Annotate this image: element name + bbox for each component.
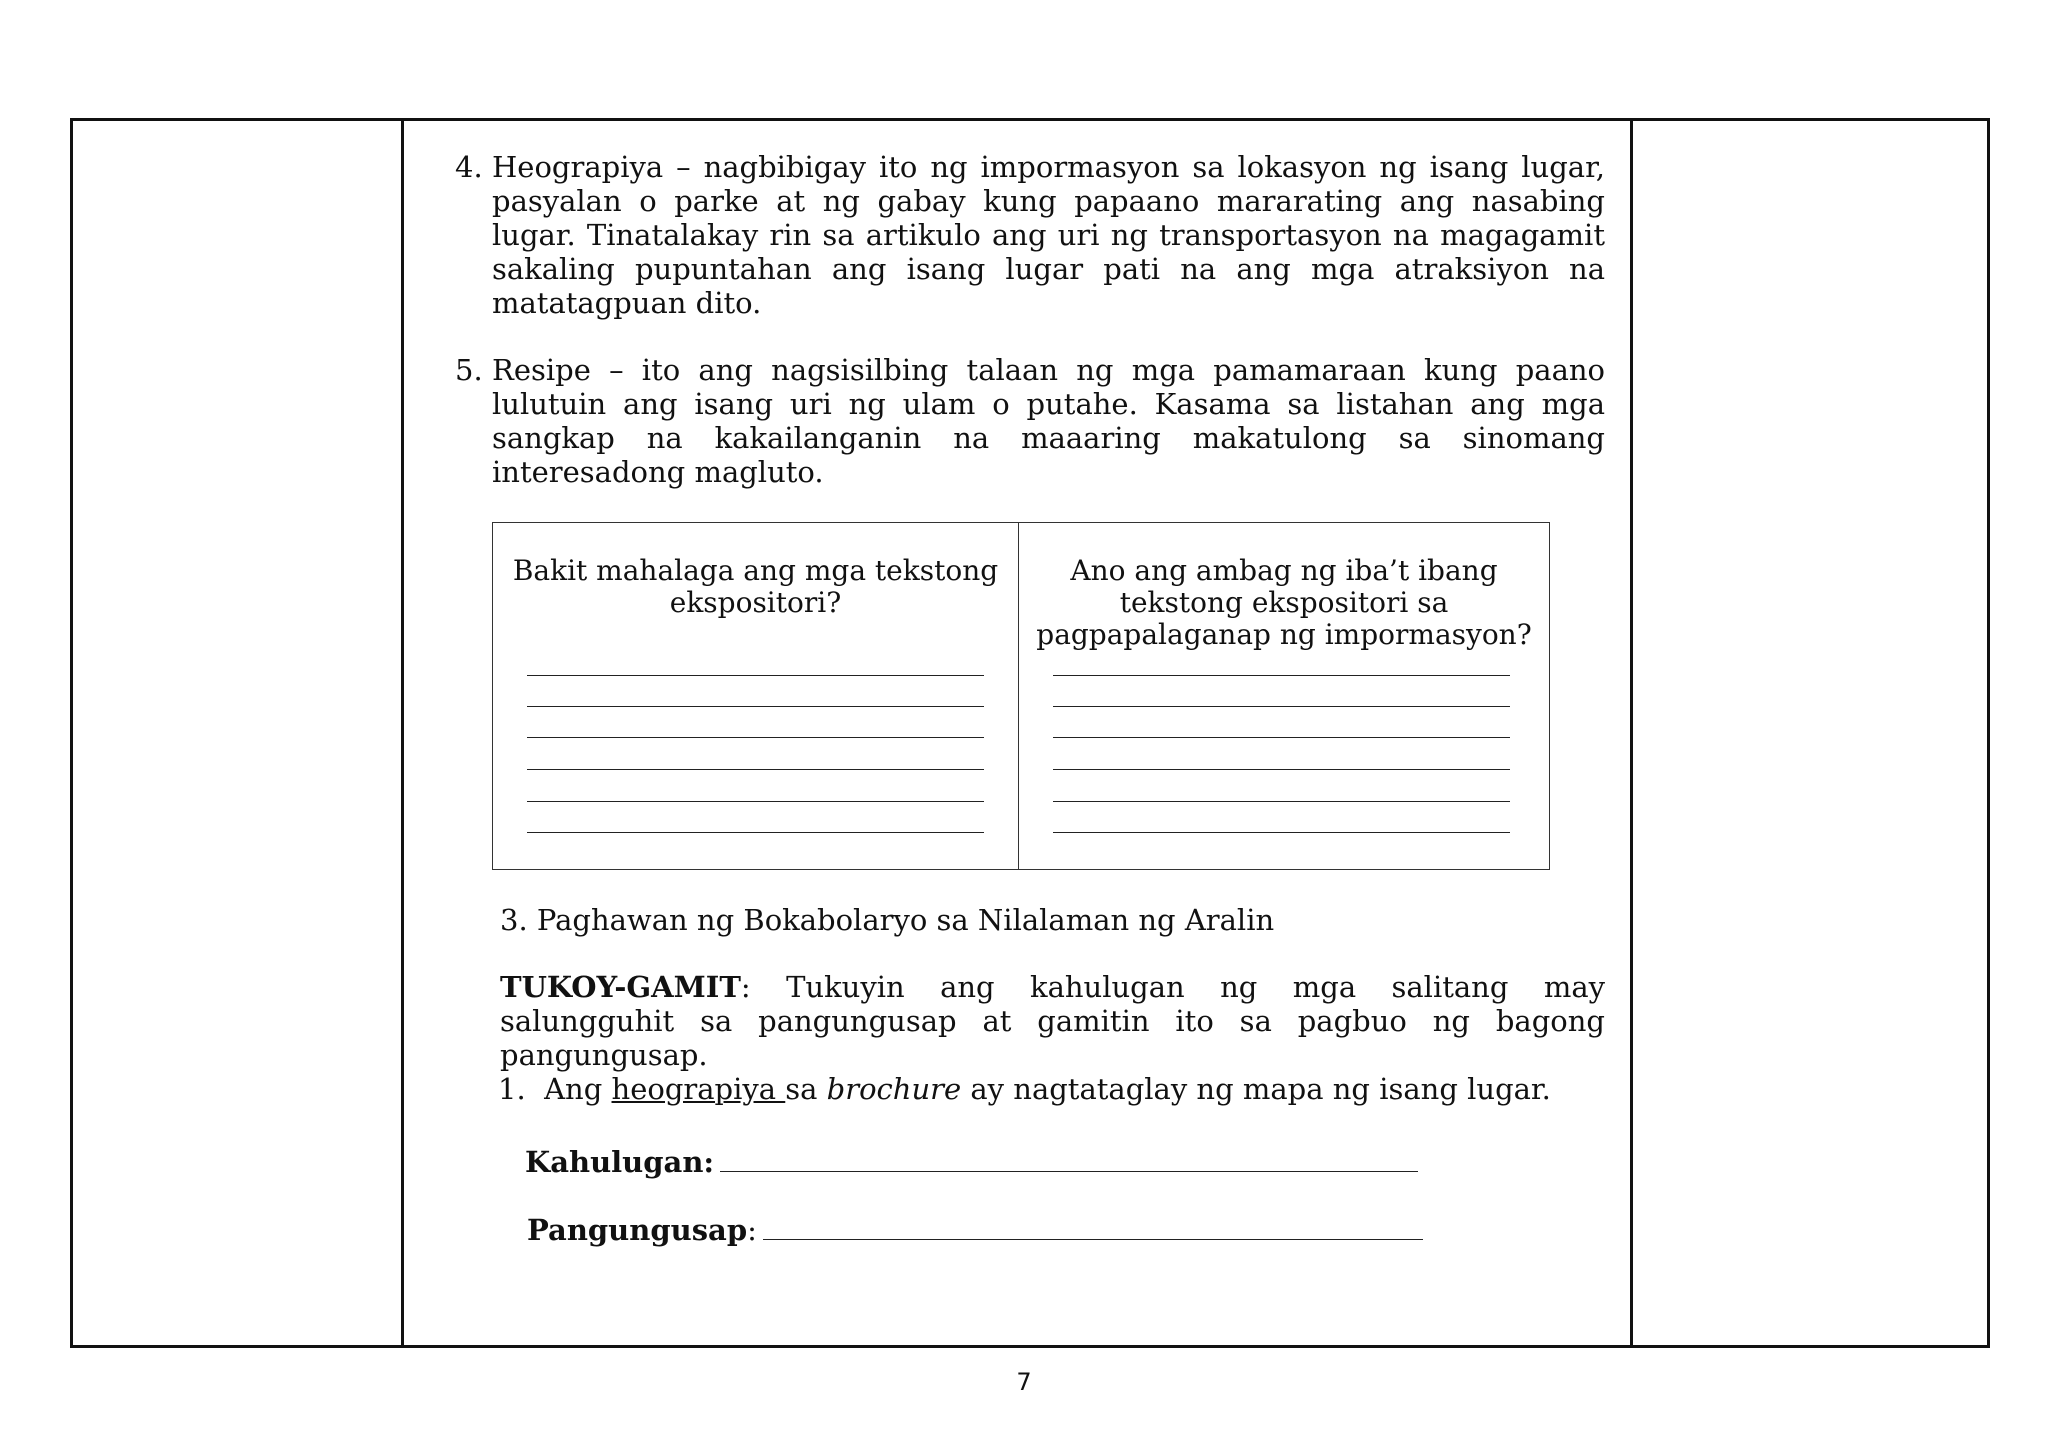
instruction-text: : Tukuyin ang kahulugan ng mga salitang may salungguhit sa pangungusap at gamitin ito sa pagbuo ng bagong pangungusap. — [500, 970, 1605, 1072]
answer-line[interactable] — [1053, 737, 1510, 738]
question-table — [492, 522, 1550, 870]
list-item-resipe — [455, 353, 1605, 489]
kahulugan-blank[interactable] — [720, 1143, 1418, 1172]
question-column-2 — [1019, 523, 1549, 869]
answer-line[interactable] — [527, 801, 984, 802]
column-divider-right — [1630, 121, 1633, 1345]
exercise-sentence — [498, 1072, 1551, 1106]
answer-line[interactable] — [527, 769, 984, 770]
underlined-word: heograpiya — [611, 1072, 786, 1106]
question-1: Bakit mahalaga ang mga tekstong ekspositori? — [512, 554, 999, 619]
list-item-heograpiya — [455, 150, 1605, 320]
instruction-label: TUKOY-GAMIT — [500, 970, 741, 1004]
italic-word: brochure — [826, 1072, 962, 1106]
list-item-number: 4. — [455, 150, 483, 184]
answer-line[interactable] — [1053, 832, 1510, 833]
answer-line[interactable] — [1053, 675, 1510, 676]
sentence-part: ay nagtataglay ng mapa ng isang lugar. — [961, 1072, 1551, 1106]
kahulugan-label: Kahulugan: — [525, 1145, 715, 1179]
pangungusap-field — [527, 1211, 1423, 1247]
pangungusap-label: Pangungusap — [527, 1213, 748, 1247]
pangungusap-colon: : — [747, 1213, 757, 1247]
answer-line[interactable] — [1053, 769, 1510, 770]
answer-line[interactable] — [527, 737, 984, 738]
list-item-text: Heograpiya – nagbibigay ito ng impormasyon sa lokasyon ng isang lugar, pasyalan o parke at ng gabay kung papaano mararating ang nasabing lugar. Tinatalakay rin sa artikulo ang uri ng transportasyon na magagamit sakaling pupuntahan ang isang lugar pati na ang mga atraksiyon na matatagpuan dito. — [492, 150, 1605, 320]
answer-line[interactable] — [527, 706, 984, 707]
section-heading: 3. Paghawan ng Bokabolaryo sa Nilalaman ng Aralin — [500, 903, 1275, 937]
question-column-1 — [493, 523, 1019, 869]
pangungusap-blank[interactable] — [763, 1211, 1423, 1240]
answer-line[interactable] — [527, 675, 984, 676]
question-2: Ano ang ambag ng iba’t ibang tekstong ekspositori sa pagpapalaganap ng impormasyon? — [1036, 554, 1532, 651]
answer-line[interactable] — [1053, 706, 1510, 707]
answer-line[interactable] — [527, 832, 984, 833]
answer-line[interactable] — [1053, 801, 1510, 802]
list-item-number: 5. — [455, 353, 483, 387]
sentence-part: sa — [785, 1072, 827, 1106]
tukoy-gamit-instructions — [500, 970, 1605, 1072]
kahulugan-field — [525, 1143, 1418, 1179]
exercise-number: 1. — [498, 1072, 526, 1106]
list-item-text: Resipe – ito ang nagsisilbing talaan ng mga pamamaraan kung paano lulutuin ang isang uri ng ulam o putahe. Kasama sa listahan ang mga sangkap na kakailanganin na maaaring makatulong sa sinomang interesadong magluto. — [492, 353, 1605, 489]
sentence-part: Ang — [544, 1072, 612, 1106]
page-number: 7 — [1016, 1368, 1032, 1396]
column-divider-left — [401, 121, 404, 1345]
